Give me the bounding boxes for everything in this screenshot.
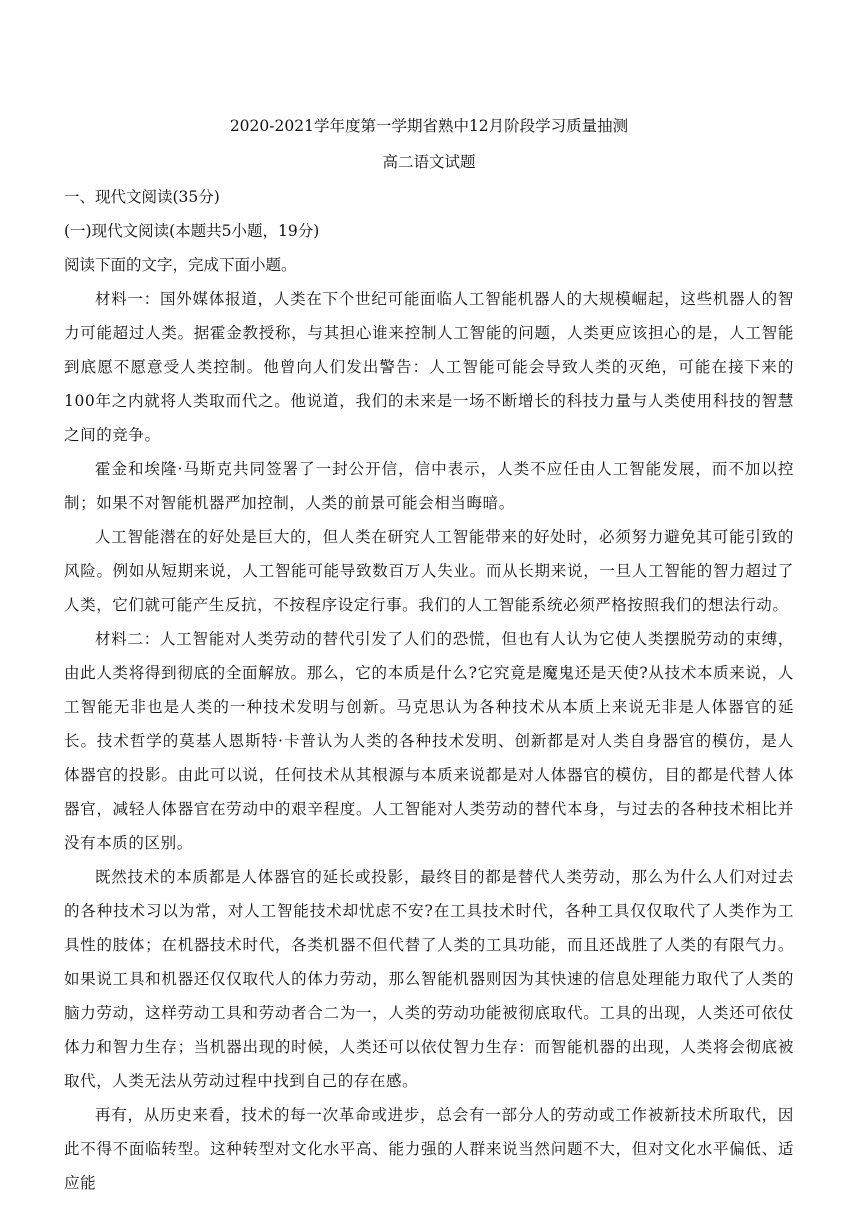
paragraph-open-letter: 霍金和埃隆·马斯克共同签署了一封公开信，信中表示，人类不应任由人工智能发展，而不加以控制；如果不对智能机器严加控制，人类的前景可能会相当晦暗。 (64, 460, 794, 512)
paragraph-material-two: 材料二：人工智能对人类劳动的替代引发了人们的恐慌，但也有人认为它使人类摆脱劳动的束缚，由此人类将得到彻底的全面解放。那么，它的本质是什么?它究竟是魔鬼还是天使?从技术本质来说，人工智能无非也是人类的一种技术发明与创新。马克思认为各种技术从本质上来说无非是人体器官的延长。技术哲学的莫基人恩斯特·卡普认为人类的各种技术发明、创新都是对人类自身器官的模仿，是人体器官的投影。由此可以说，任何技术从其根源与本质来说都是对人体器官的模仿，目的都是代替人体器官，减轻人体器官在劳动中的艰辛程度。人工智能对人类劳动的替代本身，与过去的各种技术相比并没有本质的区别。 (64, 630, 794, 852)
paragraph-risks: 人工智能潜在的好处是巨大的，但人类在研究人工智能带来的好处时，必须努力避免其可能引致的风险。例如从短期来说，人工智能可能导致数百万人失业。而从长期来说，一旦人工智能的智力超过了人类，它们就可能产生反抗，不按程序设定行事。我们的人工智能系统必须严格按照我们的想法行动。 (64, 528, 794, 614)
reading-instruction: 阅读下面的文字，完成下面小题。 (64, 256, 297, 274)
subsection-heading: (一)现代文阅读(本题共5小题，19分) (64, 222, 320, 240)
paragraph-material-one: 材料一：国外媒体报道，人类在下个世纪可能面临人工智能机器人的大规模崛起，这些机器人的智力可能超过人类。据霍金教授称，与其担心谁来控制人工智能的问题，人类更应该担心的是，人工智能到底愿不愿意受人类控制。他曾向人们发出警告：人工智能可能会导致人类的灭绝，可能在接下来的100年之内就将人类取而代之。他说道，我们的未来是一场不断增长的科技力量与人类使用科技的智慧之间的竞争。 (64, 290, 794, 444)
paragraph-technology-essence: 既然技术的本质都是人体器官的延长或投影，最终目的都是替代人类劳动，那么为什么人们对过去的各种技术习以为常，对人工智能技术却忧虑不安?在工具技术时代，各种工具仅仅取代了人类作为工具性的肢体；在机器技术时代，各类机器不但代替了人类的工具功能，而且还战胜了人类的有限气力。如果说工具和机器还仅仅取代人的体力劳动，那么智能机器则因为其快速的信息处理能力取代了人类的脑力劳动，这样劳动工具和劳动者合二为一，人类的劳动功能被彻底取代。工具的出现，人类还可依仗体力和智力生存；当机器出现的时候，人类还可以依仗智力生存：而智能机器的出现，人类将会彻底被取代，人类无法从劳动过程中找到自己的存在感。 (64, 868, 794, 1090)
document-subtitle: 高二语文试题 (382, 153, 476, 171)
section-heading: 一、现代文阅读(35分) (64, 188, 220, 206)
paragraph-history: 再有，从历史来看，技术的每一次革命或进步，总会有一部分人的劳动或工作被新技术所取代，因此不得不面临转型。这种转型对文化水平高、能力强的人群来说当然问题不大，但对文化水平偏低、适应能 (64, 1106, 794, 1192)
document-title: 2020-2021学年度第一学期省熟中12月阶段学习质量抽测 (229, 117, 629, 135)
